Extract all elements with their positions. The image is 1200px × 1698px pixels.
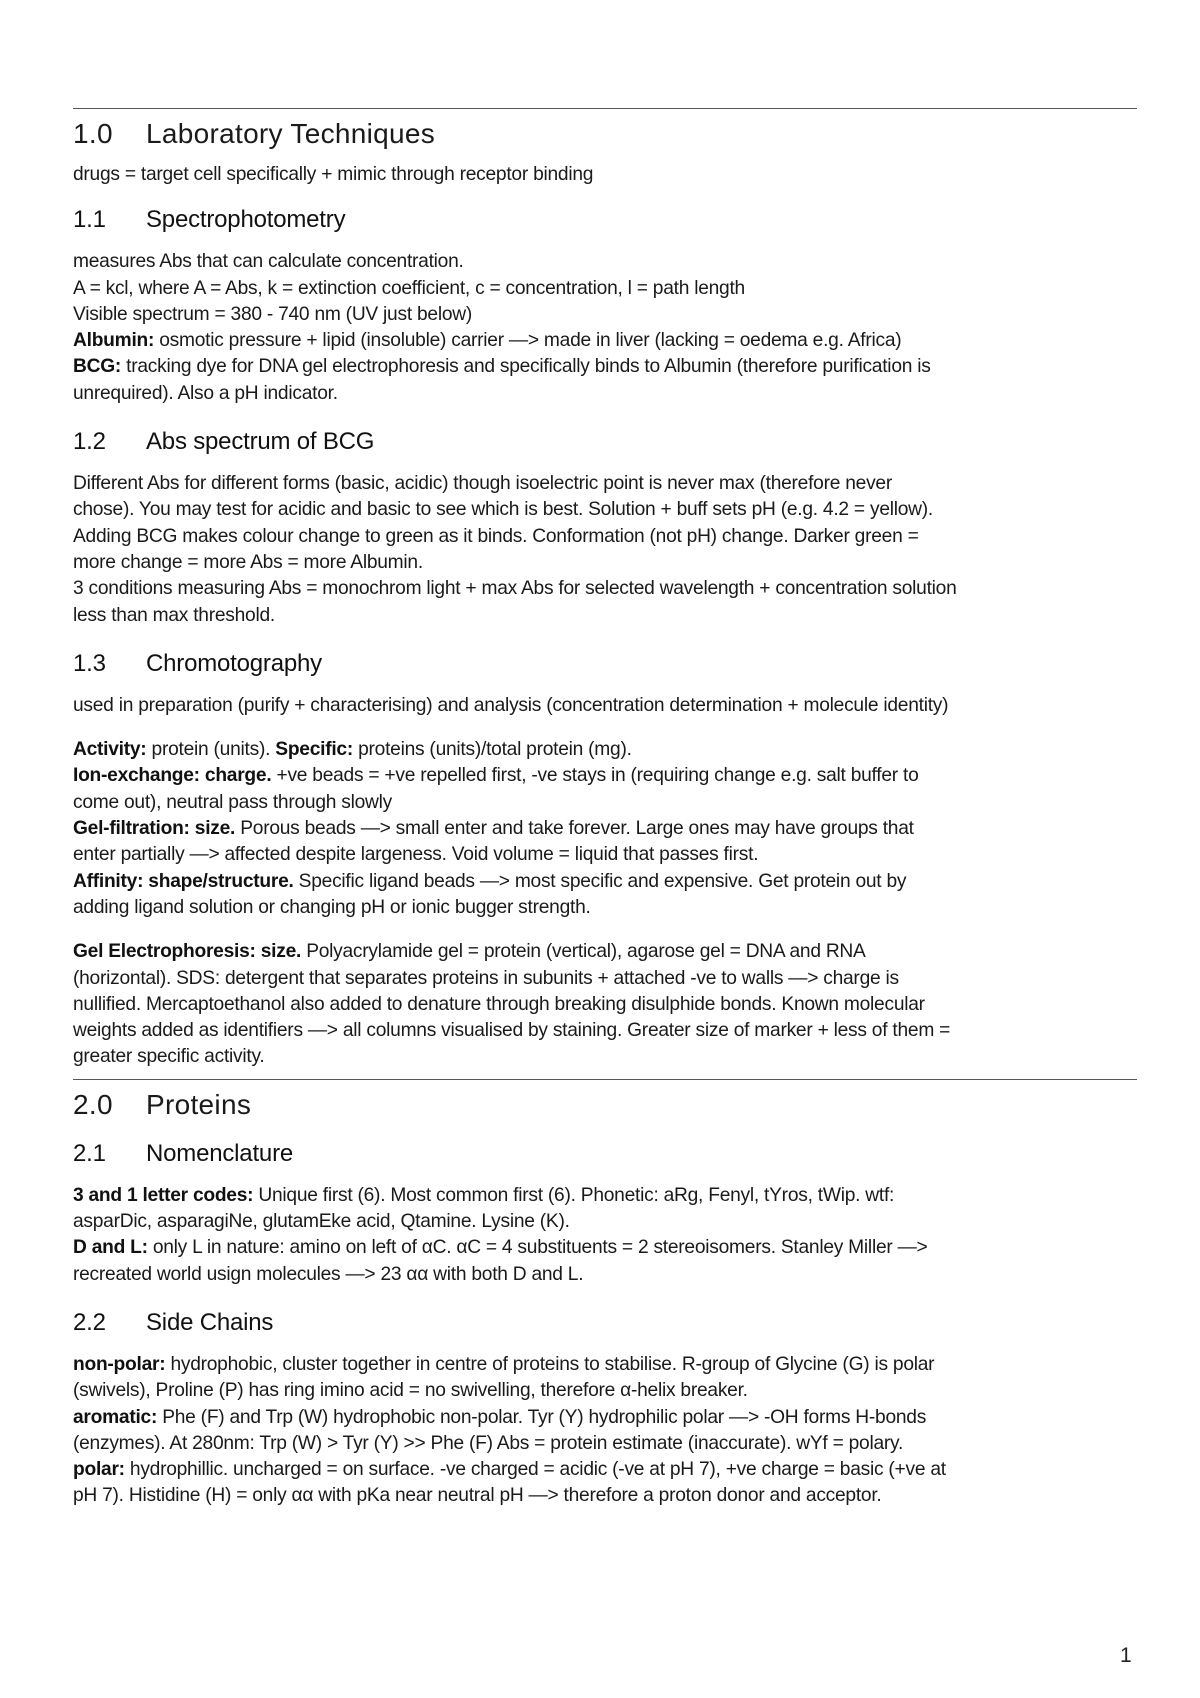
subsection-heading-2-1 xyxy=(73,1139,1137,1169)
subsection-heading-1-3 xyxy=(73,649,1137,679)
term-activity: Activity: xyxy=(73,739,147,761)
term-bcg: BCG: xyxy=(73,356,122,378)
term-d-and-l: D and L: xyxy=(73,1237,148,1259)
paragraph-side-chains: non-polar: hydrophobic, cluster together in centre of proteins to stabilise. R-group of Glycine (G) is polar (swivels), Proline (P) has ring imino acid = no swivelling, therefore α-helix breaker. aromatic: Phe (F) and Trp (W) hydrophobic non-polar. Tyr (Y) hydrophilic polar —> -OH forms H-bonds (enzymes). At 280nm: Trp (W) > Tyr (Y) >> Phe (F) Abs = protein estimate (inaccurate). wYf = polary. polar: hydrophillic. uncharged = on surface. -ve charged = acidic (-ve at pH 7), +ve charge = basic (+ve at pH 7). Histidine (H) = only αα with pKa near neutral pH —> therefore a proton donor and acceptor. xyxy=(73,1353,946,1507)
term-affinity: Affinity: shape/structure. xyxy=(73,870,294,892)
term-specific: Specific: xyxy=(275,739,353,761)
section-intro: drugs = target cell specifically + mimic through receptor binding xyxy=(73,164,594,185)
section-title: Laboratory Techniques xyxy=(146,118,436,149)
term-non-polar: non-polar: xyxy=(73,1353,166,1375)
paragraph-chromatography-intro: used in preparation (purify + characterising) and analysis (concentration determination + molecule identity) xyxy=(73,694,949,716)
subsection-heading-2-2 xyxy=(73,1308,1137,1338)
paragraph-nomenclature: 3 and 1 letter codes: Unique first (6). Most common first (6). Phonetic: aRg, Fenyl, tYros, tWip. wtf: asparDic, asparagiNe, glutamEke acid, Qtamine. Lysine (K). D and L: only L in nature: amino on left of αC. αC = 4 substituents = 2 stereoisomers. Stanley Miller —> recreated world usign molecules —> 23 αα with both D and L. xyxy=(73,1184,928,1285)
section-number: 2.0 xyxy=(73,1088,113,1120)
term-gel-filtration: Gel-filtration: size. xyxy=(73,818,236,840)
paragraph-spectrophotometry: measures Abs that can calculate concentration. A = kcl, where A = Abs, k = extinction coefficient, c = concentration, l = path length Visible spectrum = 380 - 740 nm (UV just below) Albumin: osmotic pressure + lipid (insoluble) carrier —> made in liver (lacking = oedema e.g. Africa) BCG: tracking dye for DNA gel electrophoresis and specifically binds to Albumin (therefore purification is unrequired). Also a pH indicator. xyxy=(73,251,931,404)
term-letter-codes: 3 and 1 letter codes: xyxy=(73,1184,254,1206)
paragraph-chromatography-types: Activity: protein (units). Specific: proteins (units)/total protein (mg). Ion-exchange: charge. +ve beads = +ve repelled first, -ve stays in (requiring change e.g. salt buffer to come out), neutral pass through slowly Gel-filtration: size. Porous beads —> small enter and take forever. Large ones may have groups that enter partially —> affected despite largeness. Void volume = liquid that passes first. Affinity: shape/structure. Specific ligand beads —> most specific and expensive. Get protein out by adding ligand solution or changing pH or ionic bugger strength. xyxy=(73,739,919,918)
term-polar: polar: xyxy=(73,1459,125,1481)
term-albumin: Albumin: xyxy=(73,330,155,352)
term-aromatic: aromatic: xyxy=(73,1406,158,1428)
subsection-number: 1.1 xyxy=(73,206,106,234)
section-heading-1 xyxy=(73,117,1137,151)
subsection-title: Spectrophotometry xyxy=(146,206,346,234)
section-title: Proteins xyxy=(146,1088,252,1120)
term-gel-electrophoresis: Gel Electrophoresis: size. xyxy=(73,941,302,963)
section-divider xyxy=(73,108,1137,109)
subsection-number: 2.2 xyxy=(73,1308,106,1336)
subsection-title: Nomenclature xyxy=(146,1139,294,1167)
subsection-title: Abs spectrum of BCG xyxy=(146,428,375,456)
section-heading-2 xyxy=(73,1088,1137,1122)
subsection-heading-1-1 xyxy=(73,205,1137,235)
subsection-heading-1-2 xyxy=(73,427,1137,457)
subsection-number: 2.1 xyxy=(73,1139,106,1167)
paragraph-gel-electrophoresis: Gel Electrophoresis: size. Polyacrylamide gel = protein (vertical), agarose gel = DNA and RNA (horizontal). SDS: detergent that separates proteins in subunits + attached -ve to walls —> charge is nullified. Mercaptoethanol also added to denature through breaking disulphide bonds. Known molecular weights added as identifiers —> all columns visualised by staining. Greater size of marker + less of them = greater specific activity. xyxy=(73,941,951,1068)
term-ion-exchange: Ion-exchange: charge. xyxy=(73,765,272,787)
subsection-title: Side Chains xyxy=(146,1308,274,1336)
section-divider xyxy=(73,1079,1137,1080)
page-number: 1 xyxy=(1120,1644,1132,1667)
section-number: 1.0 xyxy=(73,118,113,149)
subsection-title: Chromotography xyxy=(146,649,322,677)
subsection-number: 1.3 xyxy=(73,649,106,677)
page-content xyxy=(73,108,1137,1510)
paragraph-abs-spectrum: Different Abs for different forms (basic, acidic) though isoelectric point is never max (therefore never chose). You may test for acidic and basic to see which is best. Solution + buff sets pH (e.g. 4.2 = yellow). Adding BCG makes colour change to green as it binds. Conformation (not pH) change. Darker green = more change = more Abs = more Albumin. 3 conditions measuring Abs = monochrom light + max Abs for selected wavelength + concentration solution less than max threshold. xyxy=(73,473,957,626)
subsection-number: 1.2 xyxy=(73,428,106,456)
